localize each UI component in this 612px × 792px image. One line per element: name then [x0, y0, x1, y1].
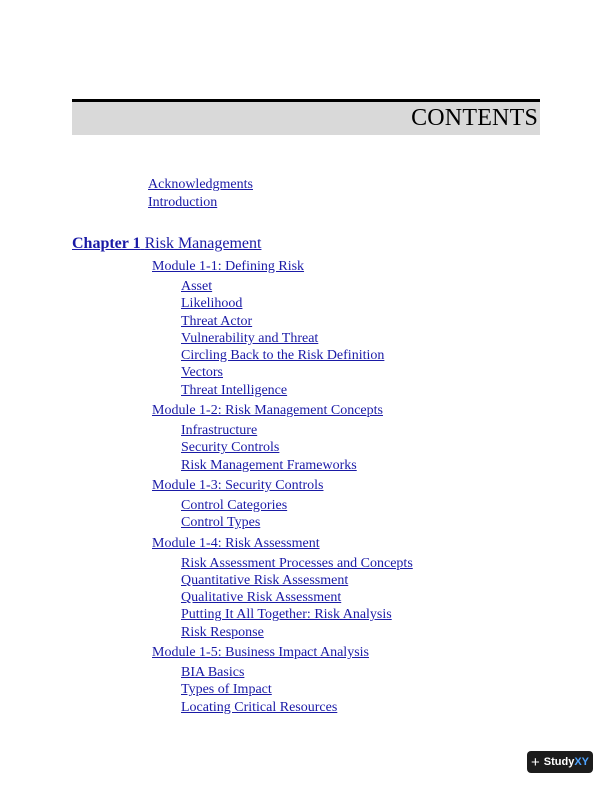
badge-label: StudyXY	[543, 756, 589, 768]
toc-topic[interactable]: Likelihood	[181, 296, 243, 312]
toc-module-1-4[interactable]: Module 1-4: Risk Assessment	[152, 535, 320, 551]
toc-topic[interactable]: Putting It All Together: Risk Analysis	[181, 607, 392, 623]
module-1-1-topics	[152, 278, 413, 399]
chapter-title: Risk Management	[144, 235, 262, 252]
toc-topic[interactable]: Security Controls	[181, 440, 280, 456]
toc-topic[interactable]: Vulnerability and Threat	[181, 330, 319, 346]
toc-topic[interactable]: Risk Management Frameworks	[181, 457, 357, 473]
toc-module-1-2[interactable]: Module 1-2: Risk Management Concepts	[152, 403, 383, 419]
toc-topic[interactable]: Locating Critical Resources	[181, 699, 338, 715]
toc-module-1-3[interactable]: Module 1-3: Security Controls	[152, 477, 324, 493]
toc-module-1-5[interactable]: Module 1-5: Business Impact Analysis	[152, 645, 369, 661]
contents-header	[72, 102, 540, 135]
plus-icon: +	[530, 753, 540, 771]
toc-link-acknowledgments[interactable]: Acknowledgments	[148, 177, 253, 192]
studyxy-badge[interactable]	[527, 751, 593, 773]
toc-link-introduction[interactable]: Introduction	[148, 194, 218, 210]
front-matter	[148, 176, 253, 211]
module-1-3-topics	[152, 497, 413, 532]
toc-topic[interactable]: Vectors	[181, 365, 223, 381]
toc-topic[interactable]: Control Categories	[181, 497, 288, 513]
chapter-heading[interactable]	[72, 234, 261, 254]
toc-topic[interactable]: Infrastructure	[181, 423, 258, 439]
toc-topic[interactable]: BIA Basics	[181, 665, 245, 681]
toc-topic[interactable]: Quantitative Risk Assessment	[181, 572, 349, 588]
toc-topic[interactable]: Risk Response	[181, 624, 264, 640]
module-1-5-topics	[152, 664, 413, 716]
chapter-number: Chapter 1	[72, 235, 141, 252]
module-1-4-topics	[152, 555, 413, 641]
chapter-link[interactable]	[72, 235, 261, 252]
module-1-2-topics	[152, 422, 413, 474]
toc-topic[interactable]: Risk Assessment Processes and Concepts	[181, 555, 413, 571]
toc-topic[interactable]: Asset	[181, 279, 213, 294]
toc-topic[interactable]: Threat Actor	[181, 313, 253, 329]
toc-list	[152, 258, 413, 716]
toc-topic[interactable]: Types of Impact	[181, 682, 272, 698]
toc-topic[interactable]: Threat Intelligence	[181, 382, 288, 398]
toc-topic[interactable]: Qualitative Risk Assessment	[181, 590, 342, 606]
toc-module-1-1[interactable]: Module 1-1: Defining Risk	[152, 259, 305, 274]
toc-topic[interactable]: Control Types	[181, 515, 261, 531]
page-title: CONTENTS	[411, 105, 538, 131]
toc-topic[interactable]: Circling Back to the Risk Definition	[181, 348, 385, 364]
